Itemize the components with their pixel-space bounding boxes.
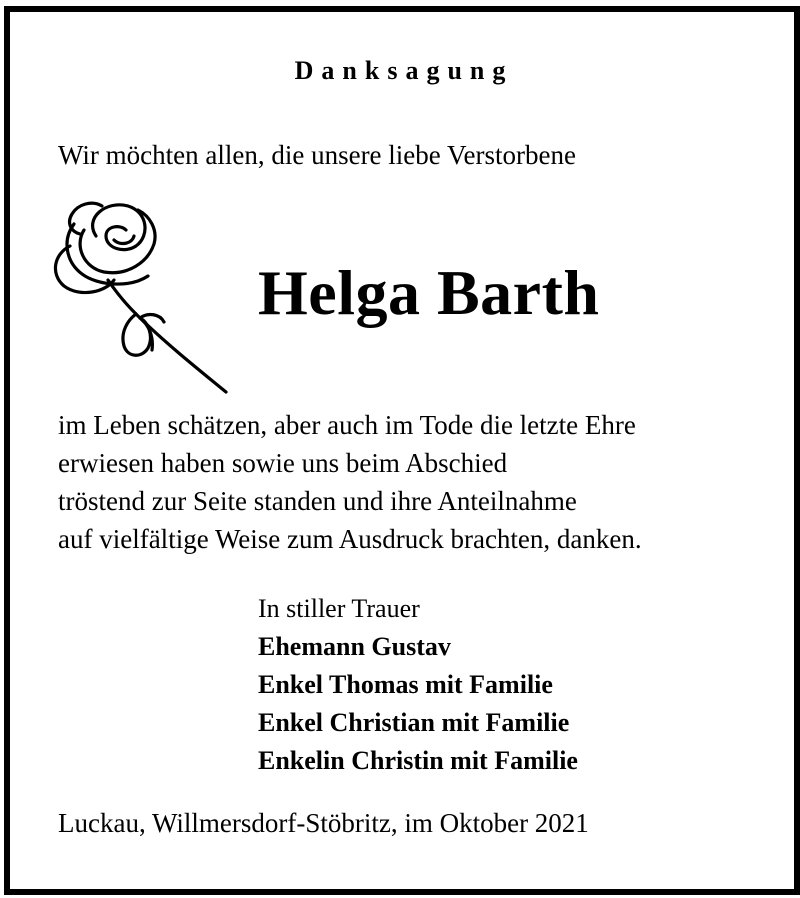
family-member: Enkel Christian mit Familie bbox=[258, 708, 570, 737]
family-member: Enkelin Christin mit Familie bbox=[258, 746, 578, 775]
place-date: Luckau, Willmersdorf-Stöbritz, im Oktober 2021 bbox=[58, 808, 589, 838]
body-line: auf vielfältige Weise zum Ausdruck brachten, danken. bbox=[58, 524, 642, 554]
rose-icon bbox=[44, 196, 234, 396]
family-member: Enkel Thomas mit Familie bbox=[258, 670, 553, 699]
mourners-block bbox=[258, 590, 578, 780]
body-line: im Leben schätzen, aber auch im Tode die letzte Ehre bbox=[58, 410, 636, 440]
notice-heading: Danksagung bbox=[294, 56, 514, 85]
body-line: erwiesen haben sowie uns beim Abschied bbox=[58, 448, 508, 478]
family-member: Ehemann Gustav bbox=[258, 632, 451, 661]
intro-text: Wir möchten allen, die unsere liebe Verstorbene bbox=[58, 140, 576, 170]
deceased-name: Helga Barth bbox=[258, 257, 600, 328]
thanks-body bbox=[58, 406, 642, 558]
body-line: tröstend zur Seite standen und ihre Anteilnahme bbox=[58, 486, 577, 516]
mourning-line: In stiller Trauer bbox=[258, 594, 420, 623]
